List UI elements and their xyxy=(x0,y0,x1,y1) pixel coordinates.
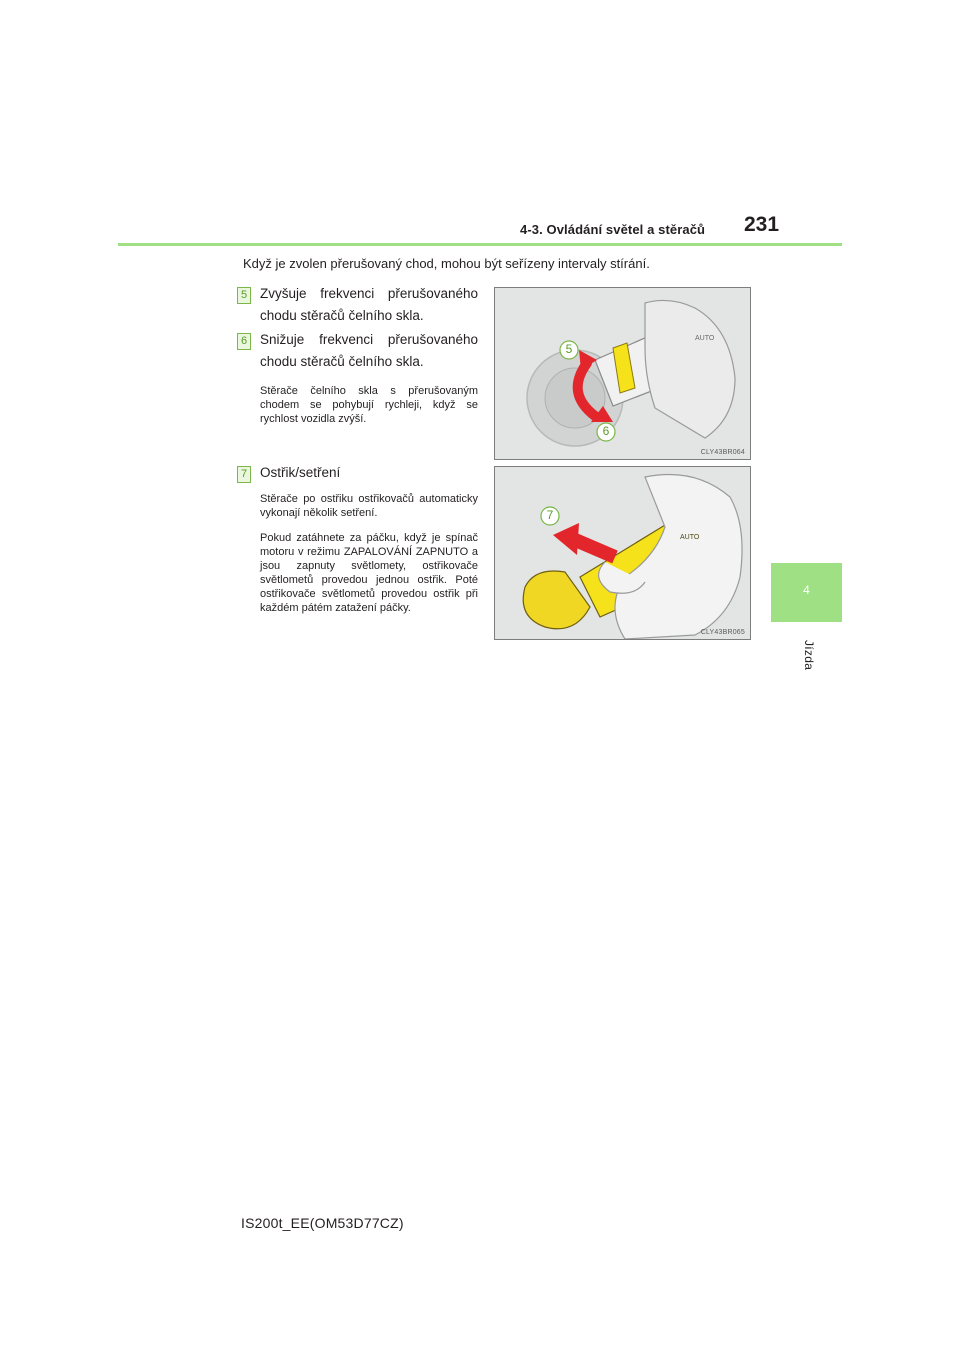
figure-code-2: CLY43BR065 xyxy=(700,629,745,636)
footer-code: IS200t_EE(OM53D77CZ) xyxy=(241,1215,404,1231)
chapter-tab xyxy=(771,563,842,622)
item-6-note: Stěrače čelního skla s přerušovaným chodem se pohybují rychleji, když se rychlost vozidla zvýší. xyxy=(260,385,478,425)
washer-lever-illustration xyxy=(495,467,750,639)
chapter-label-wrapper xyxy=(786,640,826,680)
header-rule xyxy=(118,243,842,246)
figure-code: CLY43BR064 xyxy=(700,449,745,456)
callout-7-label: 7 xyxy=(546,508,554,522)
page-number: 231 xyxy=(744,213,780,236)
chapter-number: 4 xyxy=(803,583,810,597)
figure-wiper-frequency xyxy=(494,287,751,460)
chapter-label: Jízda xyxy=(802,640,816,671)
item-5-text: Zvyšuje frekvenci přerušovaného chodu stěračů čelního skla. xyxy=(260,286,478,323)
intro-text: Když je zvolen přerušovaný chod, mohou být seřízeny intervaly stírání. xyxy=(243,256,650,271)
figure-washer-pull xyxy=(494,466,751,640)
lever-label: AUTO xyxy=(695,335,715,342)
item-6-text: Snižuje frekvenci přerušovaného chodu stěračů čelního skla. xyxy=(260,332,478,369)
callout-6-label: 6 xyxy=(602,424,610,438)
lever-label-2: AUTO xyxy=(680,534,700,541)
item-7-text: Ostřik/setření xyxy=(260,465,341,480)
item-7-note-2: Pokud zatáhnete za páčku, když je spínač motoru v režimu ZAPALOVÁNÍ ZAPNUTO a jsou zapnuty světlomety, ostřikovače světlometů provedou jednou ostřik. Poté ostřikovače světlometů provedou ostřik při každém pátém zatažení páčky. xyxy=(260,532,478,614)
section-title: 4-3. Ovládání světel a stěračů xyxy=(520,222,706,237)
wiper-lever-illustration xyxy=(495,288,750,459)
item-7-note-1: Stěrače po ostřiku ostřikovačů automaticky vykonají několik setření. xyxy=(260,493,478,519)
callout-5-label: 5 xyxy=(565,342,573,356)
item-number-5: 5 xyxy=(237,287,251,304)
item-number-6: 6 xyxy=(237,333,251,350)
item-number-7: 7 xyxy=(237,466,251,483)
